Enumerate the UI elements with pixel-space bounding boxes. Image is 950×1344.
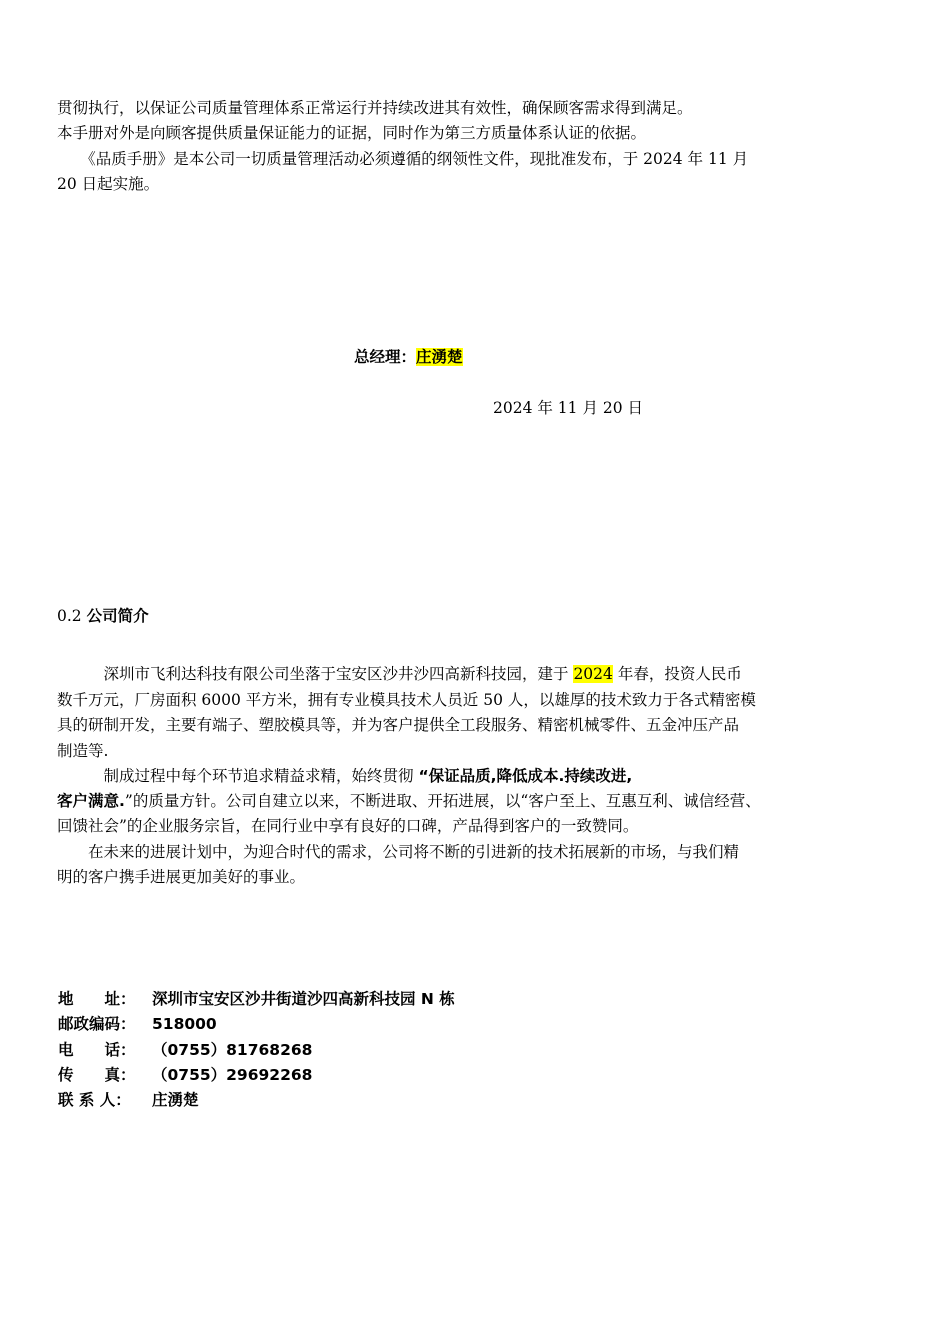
contact-person-value: 庄湧楚 [152, 1091, 199, 1109]
signature-name: 庄湧楚 [416, 348, 463, 366]
contact-fax [58, 1063, 312, 1087]
preface-line-4: 20 日起实施。 [57, 175, 160, 193]
intro-p1-line-4: 制造等. [57, 742, 109, 760]
signature-label: 总经理： [354, 348, 417, 366]
contact-address [58, 987, 455, 1011]
intro-p1-text-b: 年春，投资人民币 [612, 665, 742, 683]
preface-line-2: 本手册对外是向顾客提供质量保证能力的证据，同时作为第三方质量体系认证的依据。 [57, 124, 647, 142]
intro-p1-line-2: 数千万元，厂房面积 6000 平方米，拥有专业模具技术人员近 50 人，以雄厚的技术致力于各式精密模 [57, 691, 756, 709]
contact-person-label: 联 系 人： [58, 1091, 131, 1109]
contact-zip-value: 518000 [152, 1015, 217, 1033]
contact-address-value: 深圳市宝安区沙井街道沙四高新科技园 N 栋 [152, 990, 455, 1008]
section-heading [57, 604, 149, 628]
preface-line-3: 《品质手册》是本公司一切质量管理活动必须遵循的纲领性文件，现批准发布，于 2024 年 11 月 [57, 150, 749, 168]
intro-p1-year: 2024 [573, 665, 613, 683]
section-number: 0.2 [57, 607, 82, 625]
intro-p1-line-1 [57, 662, 742, 686]
contact-phone-value: （0755）81768268 [152, 1041, 313, 1059]
contact-phone [58, 1038, 312, 1062]
contact-fax-label: 传 真： [58, 1066, 136, 1084]
intro-p2-motto-1: “保证品质,降低成本.持续改进, [418, 767, 633, 785]
contact-address-label: 地 址： [58, 990, 136, 1008]
intro-p2-line-2 [57, 789, 761, 813]
intro-p2-motto-2: 客户满意. [57, 792, 125, 810]
contact-phone-label: 电 话： [58, 1041, 136, 1059]
signature-date: 2024 年 11 月 20 日 [493, 399, 644, 417]
section-title: 公司简介 [86, 607, 149, 625]
intro-p2-text-a: 制成过程中每个环节追求精益求精，始终贯彻 [57, 767, 419, 785]
contact-person [58, 1088, 199, 1112]
intro-p3-line-1: 在未来的进展计划中，为迎合时代的需求，公司将不断的引进新的技术拓展新的市场，与我们精 [57, 843, 740, 861]
intro-p1-line-3: 具的研制开发，主要有端子、塑胶模具等，并为客户提供全工段服务、精密机械零件、五金冲压产品 [57, 716, 740, 734]
intro-p2-text-b: ”的质量方针。公司自建立以来，不断进取、开拓进展，以“客户至上、互惠互利、诚信经营、 [124, 792, 761, 810]
signature [354, 345, 463, 369]
preface-line-1: 贯彻执行，以保证公司质量管理体系正常运行并持续改进其有效性，确保顾客需求得到满足。 [57, 99, 693, 117]
intro-p2-line-1 [57, 764, 632, 788]
contact-zip-label: 邮政编码： [58, 1015, 136, 1033]
contact-fax-value: （0755）29692268 [152, 1066, 313, 1084]
intro-p2-line-3: 回馈社会”的企业服务宗旨，在同行业中享有良好的口碑，产品得到客户的一致赞同。 [57, 817, 639, 835]
intro-p3-line-2: 明的客户携手进展更加美好的事业。 [57, 868, 306, 886]
intro-p1-text-a: 深圳市飞利达科技有限公司坐落于宝安区沙井沙四高新科技园，建于 [57, 665, 574, 683]
contact-zip [58, 1012, 217, 1036]
